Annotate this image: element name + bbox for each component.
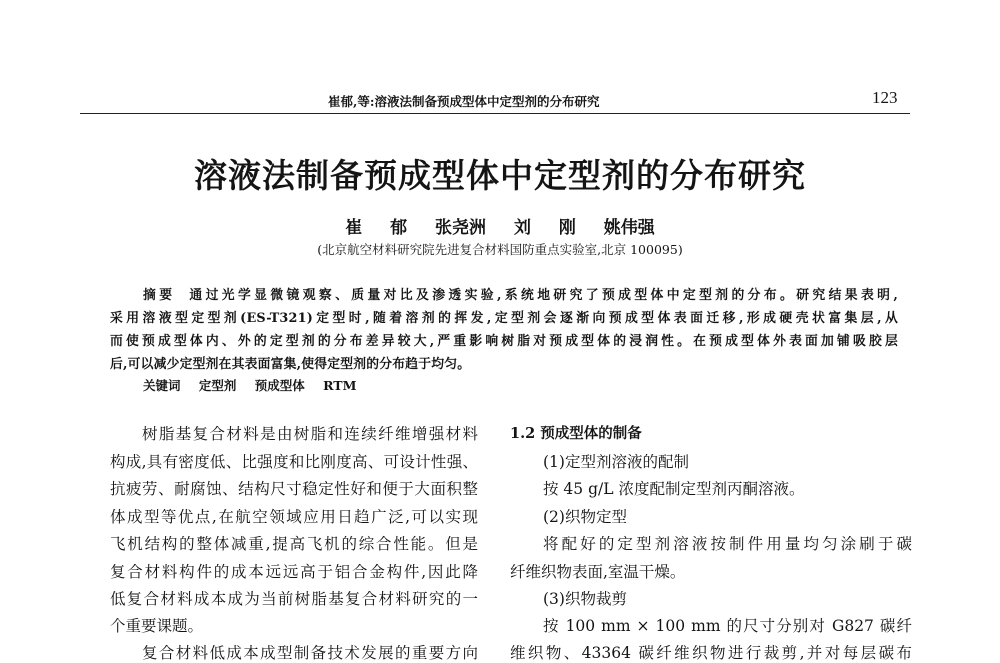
affiliation: (北京航空材料研究院先进复合材料国防重点实验室,北京 100095)	[317, 242, 683, 257]
body-line: 复合材料低成本成型制备技术发展的重要方向	[142, 644, 478, 662]
section-heading: 1.2 预成型体的制备	[510, 425, 642, 442]
keywords	[143, 376, 370, 394]
author-list	[0, 213, 1000, 238]
body-line: 维织物、43364 碳纤维织物进行裁剪,并对每层碳布	[510, 644, 912, 662]
body-line: 飞机结构的整体减重,提高飞机的综合性能。但是	[110, 535, 478, 553]
author: 刘 刚	[513, 218, 576, 238]
keyword: 定型剂	[198, 378, 237, 393]
body-line: 抗疲劳、耐腐蚀、结构尺寸稳定性好和便于大面积整	[110, 480, 478, 498]
body-line: 体成型等优点,在航空领域应用日趋广泛,可以实现	[110, 508, 478, 526]
body-line: 构成,具有密度低、比强度和比刚度高、可设计性强、	[110, 453, 478, 471]
abstract-label: 摘要	[143, 288, 176, 303]
abstract-line: 采用溶液型定型剂(ES-T321)定型时,随着溶剂的挥发,定型剂会逐渐向预成型体表面迁移,形成硬壳状富集层,从	[110, 311, 898, 326]
running-header: 崔郁,等:溶液法制备预成型体中定型剂的分布研究	[328, 94, 600, 109]
body-line: 按 45 g/L 浓度配制定型剂丙酮溶液。	[543, 480, 805, 498]
body-line: 复合材料构件的成本远远高于铝合金构件,因此降	[110, 563, 478, 581]
body-line: 将配好的定型剂溶液按制件用量均匀涂刷于碳	[543, 535, 912, 553]
author: 崔 郁	[345, 218, 408, 238]
keyword: RTM	[323, 378, 357, 393]
keywords-label: 关键词	[143, 378, 181, 393]
abstract-line: 而使预成型体内、外的定型剂的分布差异较大,严重影响树脂对预成型体的浸润性。在预成型体外表面加铺吸胶层	[110, 334, 898, 349]
subsection-heading: (3)织物裁剪	[543, 590, 627, 608]
header-rule	[80, 113, 910, 114]
subsection-heading: (2)织物定型	[543, 508, 627, 526]
page-number: 123	[872, 88, 898, 107]
body-line: 低复合材料成本成为当前树脂基复合材料研究的一	[110, 590, 478, 608]
subsection-heading: (1)定型剂溶液的配制	[543, 453, 689, 471]
body-line: 树脂基复合材料是由树脂和连续纤维增强材料	[142, 425, 478, 443]
body-line: 纤维织物表面,室温干燥。	[510, 563, 686, 581]
body-line: 个重要课题。	[110, 617, 204, 635]
author: 姚伟强	[603, 218, 655, 238]
body-line: 按 100 mm × 100 mm 的尺寸分别对 G827 碳纤	[543, 617, 912, 635]
author: 张尧洲	[435, 218, 487, 238]
keyword: 预成型体	[254, 378, 305, 393]
abstract-line: 摘要 通过光学显微镜观察、质量对比及渗透实验,系统地研究了预成型体中定型剂的分布。研究结果表明,	[143, 288, 898, 303]
abstract-line: 后,可以减少定型剂在其表面富集,使得定型剂的分布趋于均匀。	[110, 357, 471, 372]
paper-title: 溶液法制备预成型体中定型剂的分布研究	[194, 156, 806, 195]
